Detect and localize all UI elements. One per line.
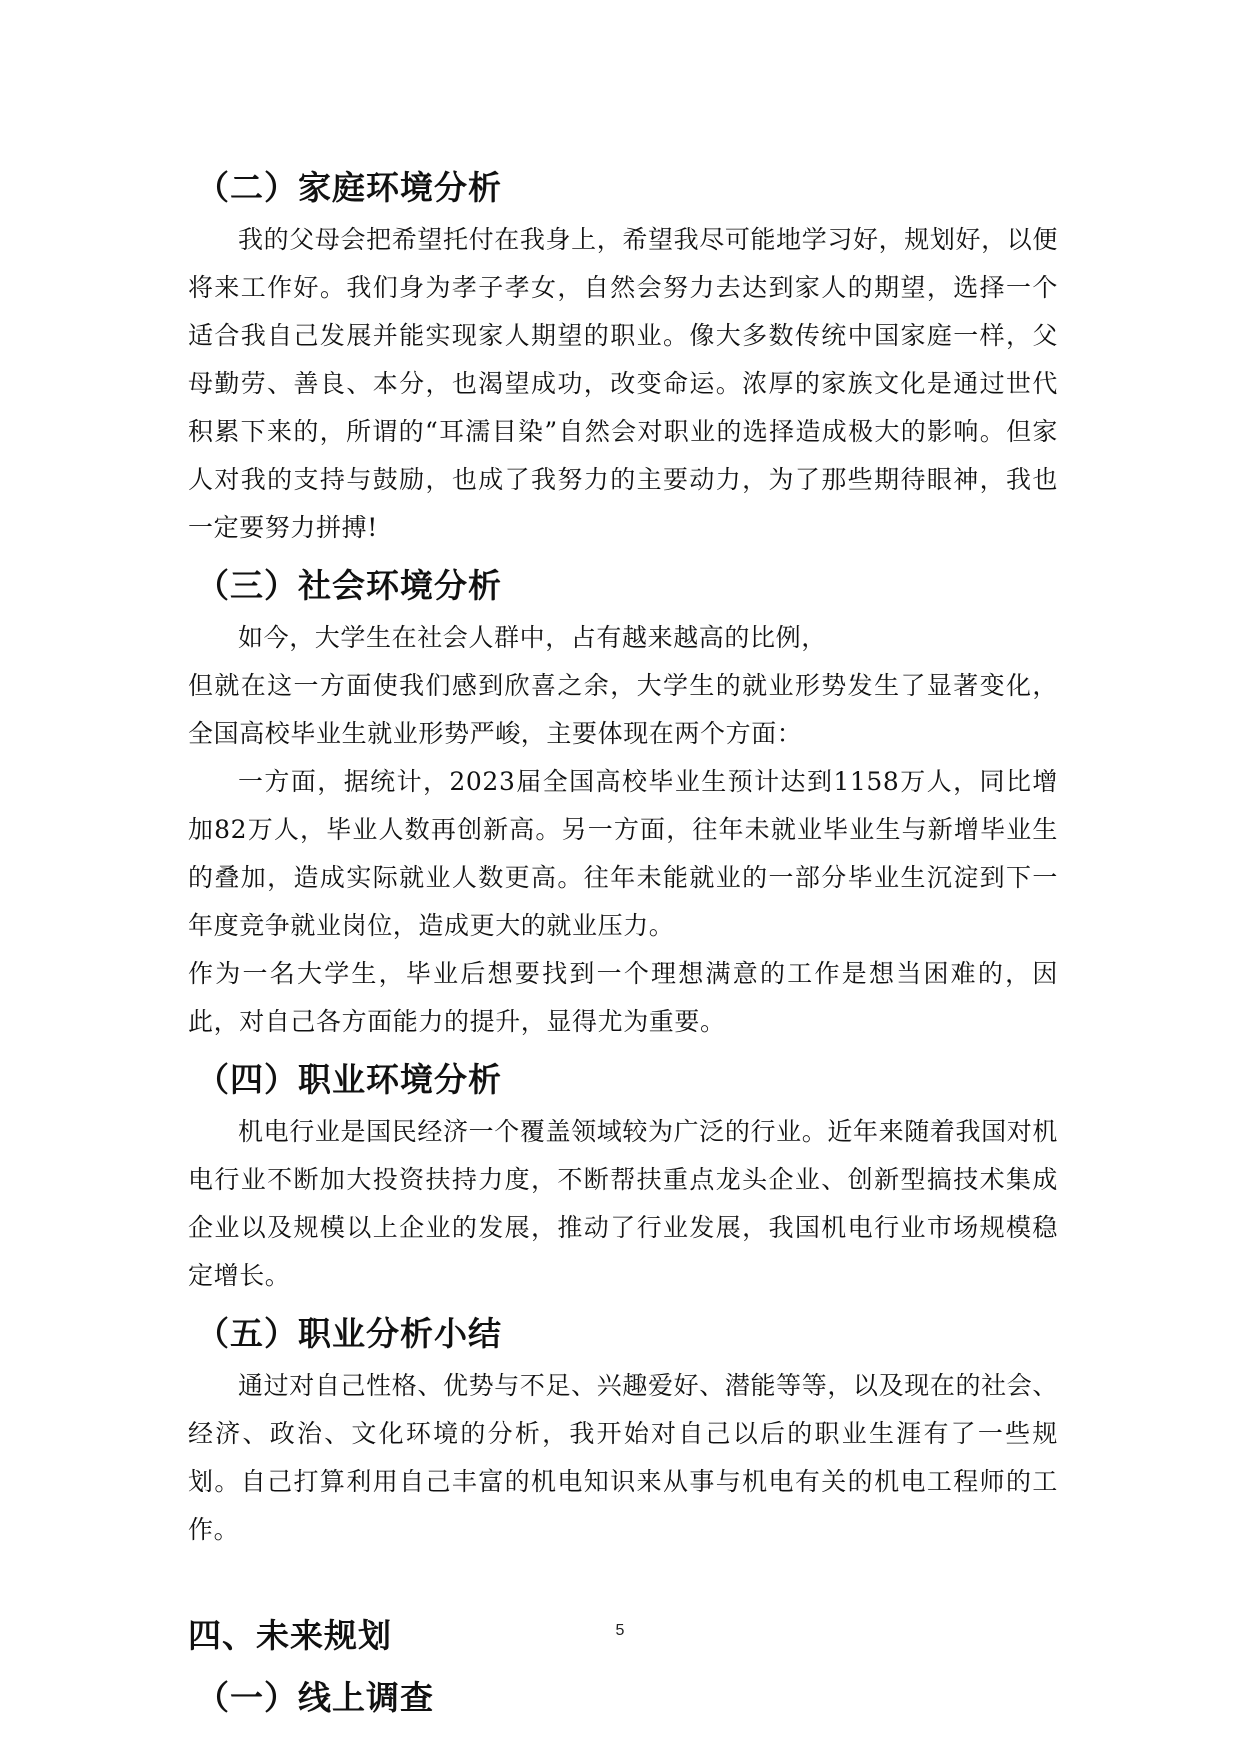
heading-online-survey: （一）线上调查 xyxy=(196,1678,434,1717)
paragraph-social-intro-line: 如今，大学生在社会人群中，占有越来越高的比例， xyxy=(238,623,827,652)
paragraph-social-statistics: 一方面，据统计，2023届全国高校毕业生预计达到1158万人，同比增加82万人，毕业人数再创新高。另一方面，往年未就业毕业生与新增毕业生的叠加，造成实际就业人数更高。往年未能就业的一部分毕业生沉淀到下一年度竞争就业岗位，造成更大的就业压力。 xyxy=(188,767,1058,940)
heading-family-environment: （二）家庭环境分析 xyxy=(196,168,502,207)
page-number: 5 xyxy=(615,1622,625,1639)
paragraph-social-intro: 但就在这一方面使我们感到欣喜之余，大学生的就业形势发生了显著变化，全国高校毕业生就业形势严峻，主要体现在两个方面： xyxy=(188,671,1058,748)
page-content xyxy=(188,160,1058,1726)
heading-career-summary: （五）职业分析小结 xyxy=(196,1314,502,1353)
heading-career-environment: （四）职业环境分析 xyxy=(196,1060,502,1099)
heading-future-planning: 四、未来规划 xyxy=(188,1616,392,1655)
heading-social-environment: （三）社会环境分析 xyxy=(196,566,502,605)
paragraph-career-summary: 通过对自己性格、优势与不足、兴趣爱好、潜能等等，以及现在的社会、经济、政治、文化环境的分析，我开始对自己以后的职业生涯有了一些规划。自己打算利用自己丰富的机电知识来从事与机电有关的机电工程师的工作。 xyxy=(188,1371,1058,1544)
paragraph-family-environment: 我的父母会把希望托付在我身上，希望我尽可能地学习好，规划好，以便将来工作好。我们身为孝子孝女，自然会努力去达到家人的期望，选择一个适合我自己发展并能实现家人期望的职业。像大多数传统中国家庭一样，父母勤劳、善良、本分，也渴望成功，改变命运。浓厚的家族文化是通过世代积累下来的，所谓的“耳濡目染”自然会对职业的选择造成极大的影响。但家人对我的支持与鼓励，也成了我努力的主要动力，为了那些期待眼神，我也一定要努力拼搏! xyxy=(188,225,1058,542)
paragraph-social-conclusion: 作为一名大学生，毕业后想要找到一个理想满意的工作是想当困难的，因此，对自己各方面能力的提升，显得尤为重要。 xyxy=(188,959,1058,1036)
paragraph-career-environment: 机电行业是国民经济一个覆盖领域较为广泛的行业。近年来随着我国对机电行业不断加大投资扶持力度，不断帮扶重点龙头企业、创新型搞技术集成企业以及规模以上企业的发展，推动了行业发展，我国机电行业市场规模稳定增长。 xyxy=(188,1117,1058,1290)
